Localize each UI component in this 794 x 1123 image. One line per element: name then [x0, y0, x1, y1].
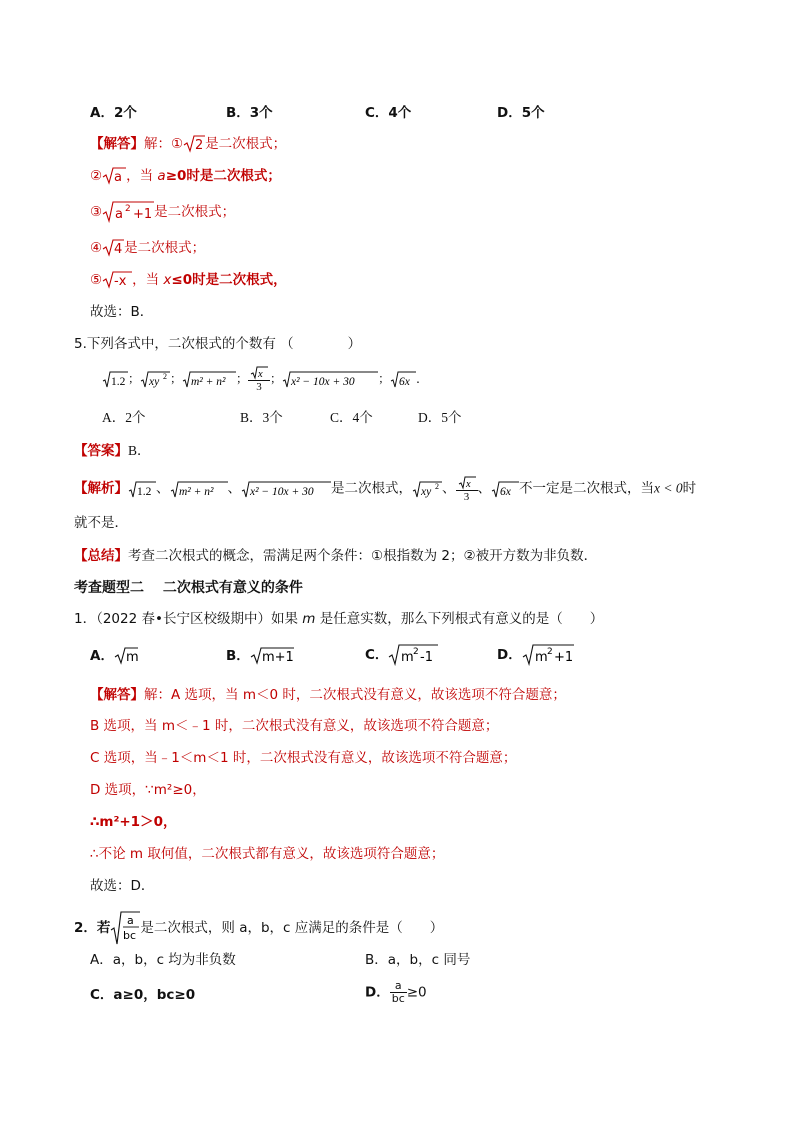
s2q2-stem	[74, 910, 443, 946]
sqrt-symbol	[250, 366, 268, 380]
s2q2-option-c: C．a≥0，bc≥0	[90, 987, 196, 1003]
s2q1-answer-3: C 选项，当﹣1＜m＜1 时，二次根式没有意义，故该选项不符合题意；	[90, 750, 517, 766]
separator: 、	[442, 480, 456, 496]
answer-text: 解：①	[144, 136, 184, 152]
s2q1-choice	[90, 876, 154, 896]
q5-answer	[74, 441, 151, 461]
s2q1-stem	[74, 609, 603, 629]
sqrt-symbol	[128, 480, 156, 500]
q4-answer-line-1	[90, 134, 286, 154]
s2q1-option-a	[90, 646, 138, 666]
radicand: x	[465, 479, 471, 490]
answer-text: B．	[128, 443, 151, 458]
sqrt-symbol	[390, 370, 416, 390]
radicand: m	[534, 650, 548, 665]
q4-answer-line-2	[90, 166, 281, 186]
s2q1-option-b	[226, 646, 294, 666]
variable: x	[163, 272, 172, 288]
sqrt-symbol	[250, 646, 294, 666]
radicand: 6x	[399, 375, 410, 388]
question-text: 是任意实数，那么下列根式有意义的是（ ）	[315, 611, 604, 627]
option-text: ≥0	[406, 984, 427, 1001]
sqrt-symbol	[282, 370, 378, 390]
analysis-tag: 【解析】	[74, 480, 128, 497]
sqrt-symbol	[522, 643, 574, 667]
denominator: bc	[391, 992, 405, 1005]
exponent: 2	[546, 647, 553, 657]
denominator: bc	[123, 929, 137, 942]
sqrt-symbol	[102, 200, 154, 224]
q5-summary	[74, 546, 597, 566]
answer-text: ≥0时是二次根式；	[165, 168, 281, 184]
radicand: m	[401, 650, 415, 665]
denominator: 3	[463, 491, 470, 503]
answer-text: ，当	[126, 168, 158, 184]
q4-option-c: C．4个	[365, 105, 412, 121]
radicand: a	[114, 170, 123, 185]
radicand: m	[125, 650, 139, 665]
radicand: x² − 10x + 30	[291, 375, 355, 388]
separator: 、	[156, 480, 170, 496]
q5-analysis-line-2: 就不是．	[74, 515, 128, 531]
sqrt-symbol	[412, 480, 442, 500]
q5-option-b: B．3个	[240, 410, 283, 425]
answer-text: ③	[90, 204, 103, 220]
fraction	[248, 366, 270, 393]
sqrt-symbol	[102, 370, 128, 390]
option-label: D．	[497, 647, 522, 663]
exponent: 2	[163, 371, 168, 381]
separator: ．	[416, 371, 429, 386]
radicand: m² + n²	[191, 375, 226, 388]
choice-text: 故选：B．	[90, 304, 154, 320]
variable: m	[302, 611, 316, 627]
condition: x < 0	[654, 480, 683, 496]
analysis-text: 不一定是二次根式，当	[519, 480, 654, 497]
option-label: D．	[365, 984, 390, 1001]
option-label: A．	[90, 648, 114, 664]
answer-text: 解：A 选项，当 m＜0 时，二次根式没有意义，故该选项不符合题意；	[144, 687, 566, 703]
answer-text: ②	[90, 168, 103, 184]
numerator: a	[127, 914, 135, 927]
sqrt-symbol	[140, 370, 170, 390]
sqrt-symbol	[241, 480, 331, 500]
answer-text: ≤0时是二次根式，	[171, 272, 287, 288]
q4-option-a: A．2个	[90, 105, 137, 121]
q4-answer-line-4	[90, 238, 205, 258]
section-title: 考查题型二 二次根式有意义的条件	[74, 580, 303, 596]
sqrt-symbol	[388, 643, 438, 667]
sqrt-symbol	[102, 270, 132, 290]
exponent: 2	[413, 647, 420, 657]
separator: ；	[128, 371, 141, 386]
option-label: B．	[226, 648, 250, 664]
radicand: 2	[195, 138, 204, 153]
q4-option-d: D．5个	[497, 105, 545, 121]
radicand: m² + n²	[178, 485, 213, 498]
answer-text: 是二次根式；	[124, 240, 206, 256]
radicand: 4	[114, 242, 123, 257]
q5-stem: 5.下列各式中，二次根式的个数有 （ ）	[74, 336, 362, 352]
answer-text: 是二次根式；	[154, 204, 236, 220]
q5-analysis	[74, 476, 696, 503]
sqrt-symbol	[458, 476, 476, 490]
separator: 、	[477, 480, 491, 496]
sqrt-symbol	[102, 166, 126, 186]
sqrt-symbol	[170, 480, 228, 500]
separator: ；	[270, 371, 283, 386]
option-label: C．	[365, 647, 389, 663]
question-text: 2．若	[74, 920, 111, 936]
s2q1-answer-1	[90, 685, 566, 705]
s2q1-answer-5: ∴m²+1＞0，	[90, 814, 177, 830]
q4-answer-line-5	[90, 270, 287, 290]
q4-answer-line-3	[90, 200, 235, 224]
sqrt-symbol	[491, 480, 519, 500]
answer-tag: 【解答】	[90, 136, 144, 152]
s2q1-option-d	[497, 643, 574, 667]
q5-option-d: D．5个	[418, 410, 462, 425]
answer-text: 是二次根式；	[205, 136, 287, 152]
radicand: 1.2	[137, 485, 152, 498]
answer-tag: 【答案】	[74, 443, 128, 459]
analysis-text: 是二次根式，	[331, 480, 412, 497]
q5-expressions	[102, 366, 428, 393]
sqrt-symbol	[183, 134, 205, 154]
answer-text: ⑤	[90, 272, 103, 288]
radicand: xy	[421, 485, 432, 498]
s2q2-option-b: B．a，b，c 同号	[365, 952, 471, 968]
radicand: x	[258, 369, 263, 380]
fraction	[390, 980, 407, 1005]
q5-option-a: A．2个	[102, 410, 146, 425]
answer-text: ，当	[132, 272, 164, 288]
summary-text: 考查二次根式的概念，需满足两个条件：①根指数为 2；②被开方数为非负数．	[128, 548, 598, 564]
s2q1-answer-4: D 选项，∵m²≥0，	[90, 782, 206, 798]
radicand: 1.2	[111, 375, 126, 388]
denominator: 3	[256, 381, 262, 393]
radicand: x² − 10x + 30	[250, 485, 314, 498]
q4-option-b: B．3个	[226, 105, 273, 121]
variable: a	[157, 168, 166, 184]
question-text: 是二次根式，则 a，b，c 应满足的条件是（ ）	[140, 920, 444, 936]
exponent: 2	[125, 204, 131, 214]
answer-tag: 【解答】	[90, 687, 144, 703]
sqrt-symbol	[182, 370, 236, 390]
sqrt-symbol	[110, 910, 140, 946]
radicand: -x	[114, 274, 127, 289]
sqrt-symbol	[102, 238, 124, 258]
sqrt-symbol	[114, 646, 138, 666]
s2q2-option-d	[365, 980, 427, 1005]
q4-choice	[90, 302, 153, 322]
answer-text: ④	[90, 240, 103, 256]
q5-option-c: C．4个	[330, 410, 373, 425]
summary-tag: 【总结】	[74, 548, 128, 564]
separator: ；	[236, 371, 249, 386]
question-text: 1．（2022 春•长宁区校级期中）如果	[74, 611, 303, 627]
exponent: 2	[435, 481, 439, 491]
s2q1-answer-6: ∴不论 m 取何值，二次根式都有意义，故该选项符合题意；	[90, 846, 445, 862]
radicand: m+1	[261, 650, 294, 665]
s2q1-answer-2: B 选项，当 m＜﹣1 时，二次根式没有意义，故该选项不符合题意；	[90, 718, 499, 734]
radicand: a	[115, 207, 124, 222]
numerator: a	[390, 980, 407, 993]
radicand-tail: -1	[420, 650, 434, 665]
s2q1-option-c	[365, 643, 438, 667]
analysis-text: 时	[682, 480, 697, 497]
fraction	[456, 476, 478, 503]
choice-text: 故选：D．	[90, 878, 155, 894]
s2q2-option-a: A．a，b，c 均为非负数	[90, 952, 236, 968]
separator: ；	[378, 371, 391, 386]
radicand: xy	[149, 375, 160, 388]
separator: 、	[227, 480, 241, 496]
radicand-tail: +1	[553, 650, 573, 665]
separator: ；	[170, 371, 183, 386]
radicand-tail: +1	[133, 207, 153, 222]
radicand: 6x	[500, 485, 511, 498]
